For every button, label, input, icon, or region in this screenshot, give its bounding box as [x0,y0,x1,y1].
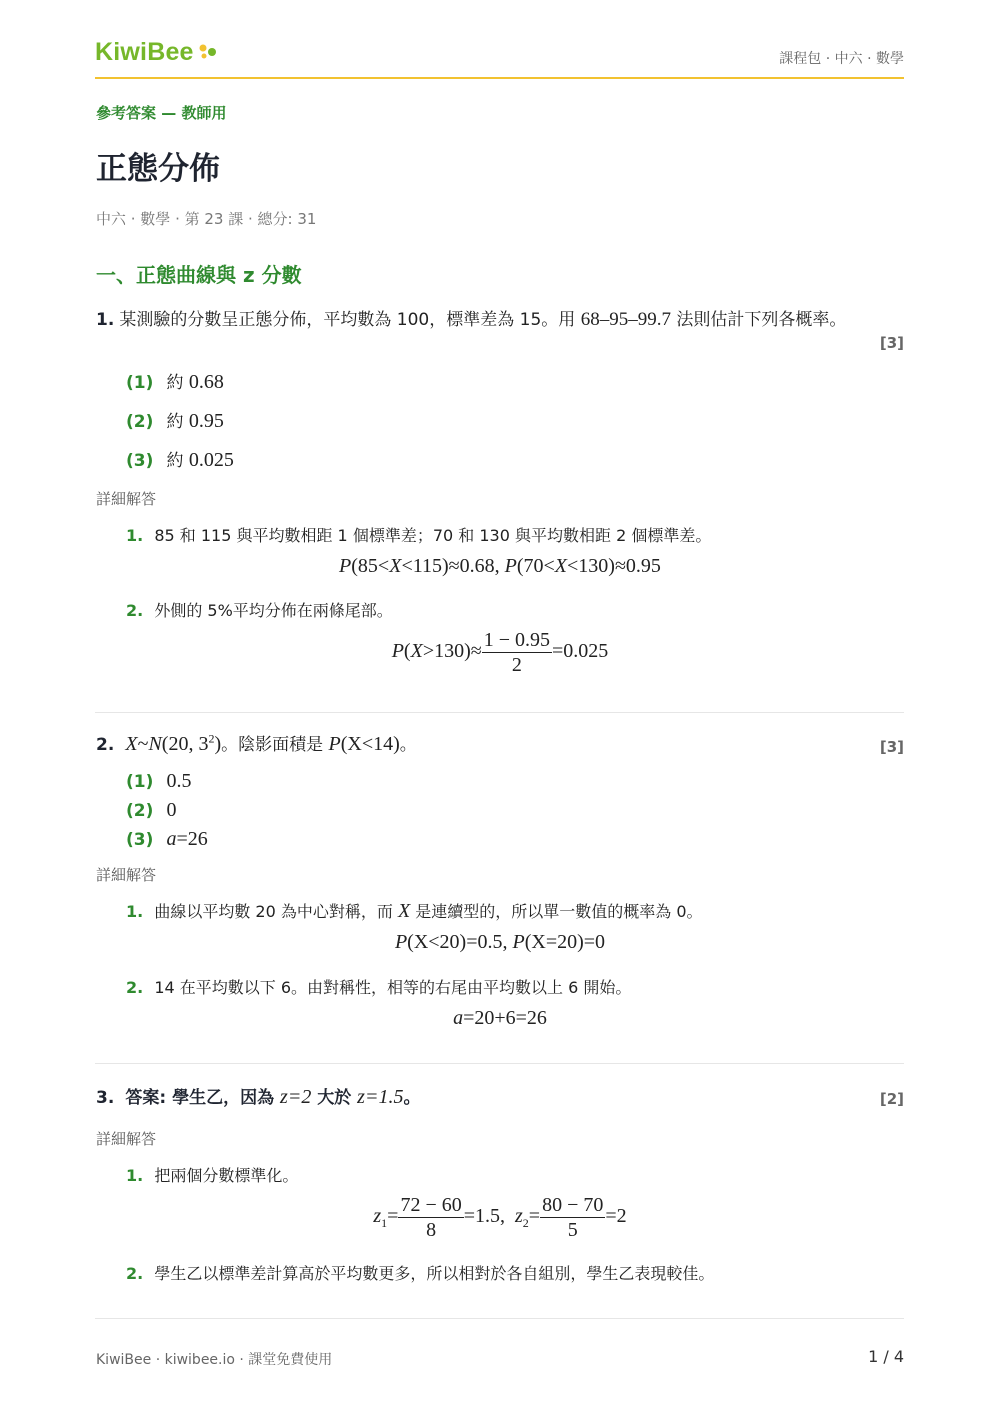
detail-label: 詳細解答 [96,490,157,508]
section-heading: 一、正態曲線與 z 分數 [96,263,302,287]
equation: $z_1=$ $\frac{72 - 60}{8}$ =1.5, $z_2=$ $\frac{80 - 70}{5}$ =2 [373,1194,627,1241]
question-marks: [3] [879,738,904,756]
question-1 [96,305,886,331]
question-divider [95,1063,904,1064]
header-divider [95,77,904,79]
solution-step: 1. 曲線以平均數 20 為中心對稱，而 X 是連續型的，所以單一數值的概率為 0。 [126,900,703,922]
question-number: 1. [96,310,115,330]
equation: P(85<X<115)≈0.68, P(70<X<130)≈0.95 [339,555,661,577]
question-2: 2. X~N(20, $3^2$)。陰影面積是 P(X<14)。 [96,731,417,755]
detail-label: 詳細解答 [96,1130,157,1148]
header-breadcrumb: 課程包 · 中六 · 數學 [779,51,904,67]
question-text: 某測驗的分數呈正態分佈，平均數為 100，標準差為 15。用 68–95–99.7 法則估計下列各概率。 [119,309,847,330]
answer-part: (3) 約 0.025 [126,449,234,471]
logo-dots-icon [198,44,220,60]
answer-part: (2) 0 [126,799,177,821]
solution-step: 2. 外側的 5%平均分佈在兩條尾部。 [126,601,393,620]
solution-step: 1. 把兩個分數標準化。 [126,1166,299,1185]
question-divider [95,712,904,713]
footer-credit: KiwiBee · kiwibee.io · 課堂免費使用 [96,1352,333,1368]
answer-part: (1) 約 0.68 [126,371,224,393]
solution-step: 2. 學生乙以標準差計算高於平均數更多，所以相對於各自組別，學生乙表現較佳。 [126,1264,715,1283]
question-marks: [3] [879,334,904,352]
answer-key-kicker: 參考答案 — 教師用 [96,104,227,122]
page-meta: 中六 · 數學 · 第 23 課 · 總分: 31 [96,210,317,228]
footer-divider [95,1318,904,1319]
brand-logo: KiwiBee [95,38,194,66]
page-title: 正態分佈 [96,151,220,187]
solution-step: 2. 14 在平均數以下 6。由對稱性，相等的右尾由平均數以上 6 開始。 [126,978,632,997]
equation: P(X<20)=0.5, P(X=20)=0 [394,931,606,953]
equation: a=20+6=26 [453,1007,547,1029]
question-3: 3. 答案: 學生乙，因為 z=2 大於 z=1.5。 [96,1086,421,1108]
detail-label: 詳細解答 [96,866,157,884]
answer-part: (3) a=26 [126,828,208,850]
answer-part: (2) 約 0.95 [126,410,224,432]
answer-part: (1) 0.5 [126,770,192,792]
question-marks: [2] [879,1090,904,1108]
page-number: 1 / 4 [868,1347,904,1366]
solution-step: 1. 85 和 115 與平均數相距 1 個標準差；70 和 130 與平均數相距 2 個標準差。 [126,526,712,545]
equation: P(X>130)≈ $\frac{1 - 0.95}{2}$ =0.025 [391,629,609,676]
